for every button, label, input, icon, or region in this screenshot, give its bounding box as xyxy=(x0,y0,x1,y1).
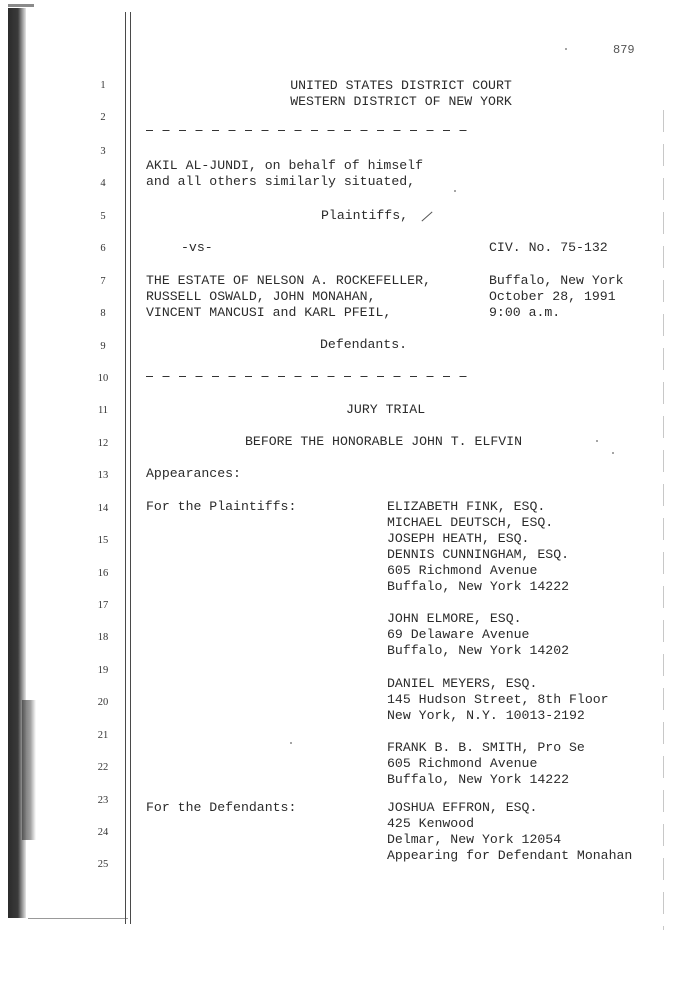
defendant-name-1: THE ESTATE OF NELSON A. ROCKEFELLER, xyxy=(146,273,431,288)
counsel-line: DENNIS CUNNINGHAM, ESQ. xyxy=(387,547,570,562)
counsel-city: Buffalo, New York 14222 xyxy=(387,579,570,594)
presiding-judge: BEFORE THE HONORABLE JOHN T. ELFVIN xyxy=(245,434,522,449)
trial-time: 9:00 a.m. xyxy=(489,305,561,320)
counsel-city: Buffalo, New York 14222 xyxy=(387,772,570,787)
scan-speck xyxy=(565,48,567,50)
plaintiff-name: AKIL AL-JUNDI, on behalf of himself xyxy=(146,158,423,173)
margin-rule-outer xyxy=(125,12,126,924)
line-number: 21 xyxy=(97,730,109,741)
trial-date: October 28, 1991 xyxy=(489,289,616,304)
versus-label: -vs- xyxy=(181,240,213,255)
line-number: 4 xyxy=(100,178,106,189)
line-number: 11 xyxy=(97,405,109,416)
counsel-note: Appearing for Defendant Monahan xyxy=(387,848,633,863)
plaintiff-class: and all others similarly situated, xyxy=(146,174,416,189)
line-number: 5 xyxy=(100,211,106,222)
line-number: 22 xyxy=(97,762,109,773)
line-number: 9 xyxy=(100,341,106,352)
line-number: 6 xyxy=(100,243,106,254)
counsel-line: JOSHUA EFFRON, ESQ. xyxy=(387,800,538,815)
proceeding-title: JURY TRIAL xyxy=(346,402,426,417)
scan-speck xyxy=(596,440,598,442)
line-number: 1 xyxy=(100,80,106,91)
line-number: 20 xyxy=(97,697,109,708)
margin-rule-inner xyxy=(130,12,131,924)
line-number: 13 xyxy=(97,470,109,481)
line-number: 8 xyxy=(100,308,106,319)
page-number: 879 xyxy=(613,43,635,57)
line-number: 7 xyxy=(100,276,106,287)
defendants-counsel-label: For the Defendants: xyxy=(146,800,297,815)
scan-edge-blot xyxy=(22,700,36,840)
line-number: 3 xyxy=(100,146,106,157)
defendant-name-2: RUSSELL OSWALD, JOHN MONAHAN, xyxy=(146,289,376,304)
caption-divider-top xyxy=(146,124,476,136)
trial-location: Buffalo, New York xyxy=(489,273,624,288)
line-number: 2 xyxy=(100,112,106,123)
counsel-address: 425 Kenwood xyxy=(387,816,475,831)
counsel-line: ELIZABETH FINK, ESQ. xyxy=(387,499,546,514)
counsel-line: DANIEL MEYERS, ESQ. xyxy=(387,676,538,691)
line-number: 19 xyxy=(97,665,109,676)
right-margin-rule xyxy=(663,110,664,930)
line-number: 10 xyxy=(97,373,109,384)
line-number: 18 xyxy=(97,632,109,643)
plaintiffs-counsel-label: For the Plaintiffs: xyxy=(146,499,297,514)
line-number: 14 xyxy=(97,503,109,514)
counsel-line: JOHN ELMORE, ESQ. xyxy=(387,611,522,626)
pen-mark xyxy=(421,211,432,221)
counsel-address: 605 Richmond Avenue xyxy=(387,563,538,578)
line-number: 25 xyxy=(97,859,109,870)
line-number: 23 xyxy=(97,795,109,806)
defendants-label: Defendants. xyxy=(320,337,408,352)
civil-case-number: CIV. No. 75-132 xyxy=(489,240,608,255)
scan-bottom-mark xyxy=(28,918,128,919)
counsel-line: JOSEPH HEATH, ESQ. xyxy=(387,531,530,546)
line-number: 15 xyxy=(97,535,109,546)
counsel-line: FRANK B. B. SMITH, Pro Se xyxy=(387,740,585,755)
court-district: WESTERN DISTRICT OF NEW YORK xyxy=(290,94,512,109)
counsel-city: Buffalo, New York 14202 xyxy=(387,643,570,658)
counsel-city: New York, N.Y. 10013-2192 xyxy=(387,708,585,723)
scan-speck xyxy=(290,742,292,744)
court-name: UNITED STATES DISTRICT COURT xyxy=(290,78,512,93)
line-number: 12 xyxy=(97,438,109,449)
counsel-city: Delmar, New York 12054 xyxy=(387,832,562,847)
counsel-address: 69 Delaware Avenue xyxy=(387,627,530,642)
counsel-address: 605 Richmond Avenue xyxy=(387,756,538,771)
counsel-address: 145 Hudson Street, 8th Floor xyxy=(387,692,609,707)
scan-edge-mark xyxy=(8,4,34,7)
line-number: 24 xyxy=(97,827,109,838)
scan-speck xyxy=(454,190,456,192)
appearances-heading: Appearances: xyxy=(146,466,241,481)
scan-speck xyxy=(612,452,614,454)
line-number: 17 xyxy=(97,600,109,611)
counsel-line: MICHAEL DEUTSCH, ESQ. xyxy=(387,515,554,530)
line-number: 16 xyxy=(97,568,109,579)
plaintiffs-label: Plaintiffs, xyxy=(321,208,409,223)
defendant-name-3: VINCENT MANCUSI and KARL PFEIL, xyxy=(146,305,392,320)
caption-divider-bottom xyxy=(146,370,476,382)
